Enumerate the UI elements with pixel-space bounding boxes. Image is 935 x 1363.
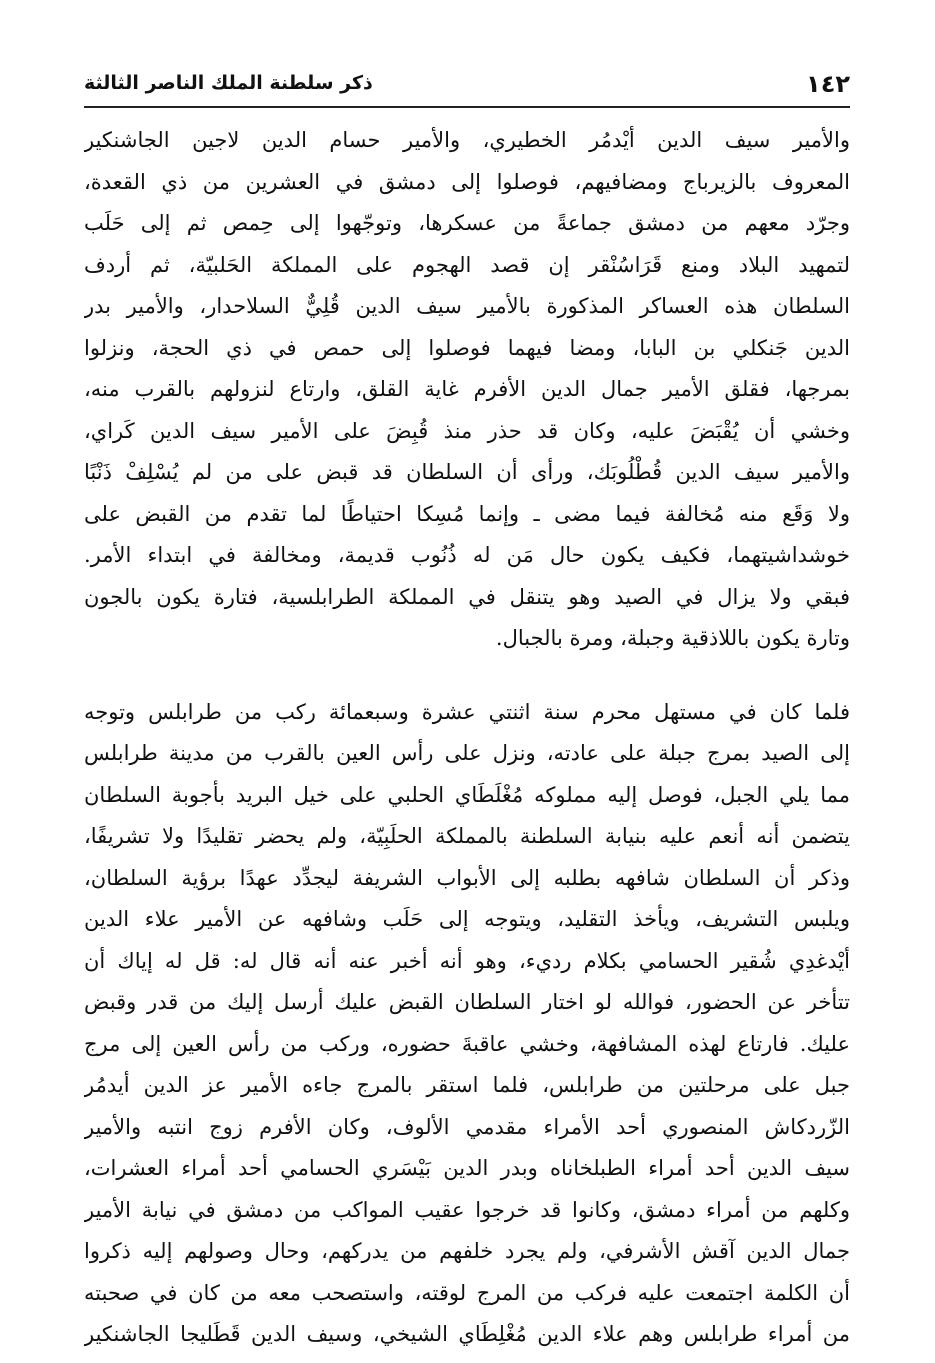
paragraph-1 bbox=[84, 120, 850, 660]
text-line: أيْدغدِي شُقير الحسامي بكلام رديء، وهو أنه أخبر عنه أنه قال له: قل له إياك أن bbox=[84, 948, 850, 973]
text-line: جمال الدين آقش الأشرفي، ولم يجرد خلفهم من يدركهم، وحال وصولهم إليه ذكروا bbox=[84, 1239, 850, 1263]
text-line: لتمهيد البلاد ومنع قَرَاسُنْقر إن قصد الهجوم على المملكة الحَلبيّة، ثم أردف bbox=[84, 252, 850, 277]
page-number: ١٤٢ bbox=[806, 70, 850, 98]
text-line: وتارة يكون باللاذقية وجبلة، ومرة بالجبال. bbox=[495, 626, 850, 650]
text-line: ولا وَقَع منه مُخالفة فيما مضى ـ وإنما مُسِكا احتياطًا لما تقدم من القبض على bbox=[84, 501, 850, 526]
text-line: أن الكلمة اجتمعت عليه فركب من المرج لوقته، واستصحب معه من كان في صحبته bbox=[84, 1280, 850, 1305]
header-rule bbox=[84, 106, 850, 108]
text-line: السلطان هذه العساكر المذكورة بالأمير سيف الدين قُلِيٌّ السلاحدار، والأمير بدر bbox=[84, 294, 850, 318]
text-line: تتأخر عن الحضور، فوالله لو اختار السلطان القبض عليك أرسل إليك من قدر وقبض bbox=[84, 990, 850, 1014]
text-line: عليك. فارتاع لهذه المشافهة، وخشي عاقبةَ حضوره، وركب من رأس العين إلى مرج bbox=[84, 1031, 850, 1056]
text-line: فبقي ولا يزال في الصيد وهو يتنقل في المملكة الطرابلسية، فتارة يكون بالجون bbox=[84, 584, 850, 609]
text-line: وجرّد معهم من دمشق جماعةً من عسكرها، وتوجّهوا إلى حِمص ثم إلى حَلَب bbox=[84, 211, 850, 235]
text-line: والأمير سيف الدين قُطْلُوبَك، ورأى أن السلطان قد قبض على من لم يُسْلِفْ ذَنْبًا bbox=[84, 460, 850, 484]
text-line: فلما كان في مستهل محرم سنة اثنتي عشرة وسبعمائة ركب من طرابلس وتوجه bbox=[84, 699, 850, 724]
text-line: ويلبس التشريف، ويأخذ التقليد، ويتوجه إلى حَلَب وشافهه عن الأمير علاء الدين bbox=[84, 907, 850, 931]
paragraph-gap bbox=[84, 660, 850, 692]
running-title: ذكر سلطنة الملك الناصر الثالثة bbox=[84, 72, 373, 94]
body-text bbox=[84, 120, 850, 1356]
text-line: خوشداشيتهما، فكيف يكون حال مَن له ذُنُوب قديمة، ومخالفة في ابتداء الأمر. bbox=[84, 543, 850, 567]
text-line: وخشي أن يُقْبَضَ عليه، وكان قد حذر منذ قُبِضَ على الأمير سيف الدين كَراي، bbox=[84, 418, 850, 443]
text-line: جبل على مرحلتين من طرابلس، فلما استقر بالمرج جاءه الأمير عز الدين أيدمُر bbox=[84, 1073, 850, 1097]
text-line: بمرجها، فقلق الأمير جمال الدين الأفرم غاية القلق، وارتاع لنزولهم بالقرب منه، bbox=[84, 377, 850, 401]
page-header bbox=[84, 66, 850, 106]
text-line: مما يلي الجبل، فوصل إليه مملوكه مُغْلَطَاي الحلبي على خيل البريد بأجوبة السلطان bbox=[84, 782, 850, 807]
text-line: وذكر أن السلطان شافهه بطلبه إلى الأبواب الشريفة ليجدِّد عهدًا برؤية السلطان، bbox=[84, 865, 850, 890]
text-line: سيف الدين أحد أمراء الطبلخاناه وبدر الدين بَيْسَري الحسامي أحد أمراء العشرات، bbox=[84, 1156, 850, 1180]
text-line: الزّردكاش المنصوري أحد الأمراء مقدمي الألوف، وكان الأفرم زوج انتبه والأمير bbox=[84, 1114, 850, 1139]
text-line: من أمراء طرابلس وهم علاء الدين مُغْلِطَاي الشيخي، وسيف الدين قَطَليجا الجاشنكير bbox=[84, 1322, 850, 1346]
text-line: إلى الصيد بمرج جبلة على عادته، ونزل على رأس العين بالقرب من مدينة طرابلس bbox=[84, 741, 850, 765]
paragraph-2 bbox=[84, 692, 850, 1356]
text-line: وكلهم من أمراء دمشق، وكانوا قد خرجوا عقيب المواكب من دمشق في نيابة الأمير bbox=[84, 1197, 850, 1222]
text-line: المعروف بالزيرباج ومضافيهم، فوصلوا إلى دمشق في العشرين من ذي القعدة، bbox=[84, 169, 850, 194]
text-line: يتضمن أنه أنعم عليه بنيابة السلطنة بالمملكة الحلَبِيّة، ولم يحضر تقليدًا ولا تشريفًا، bbox=[84, 824, 850, 848]
text-line: والأمير سيف الدين أيْدمُر الخطيري، والأمير حسام الدين لاجين الجاشنكير bbox=[84, 128, 850, 152]
text-line: الدين جَنكلي بن البابا، ومضا فيهما فوصلوا إلى حمص في ذي الحجة، ونزلوا bbox=[84, 335, 850, 360]
